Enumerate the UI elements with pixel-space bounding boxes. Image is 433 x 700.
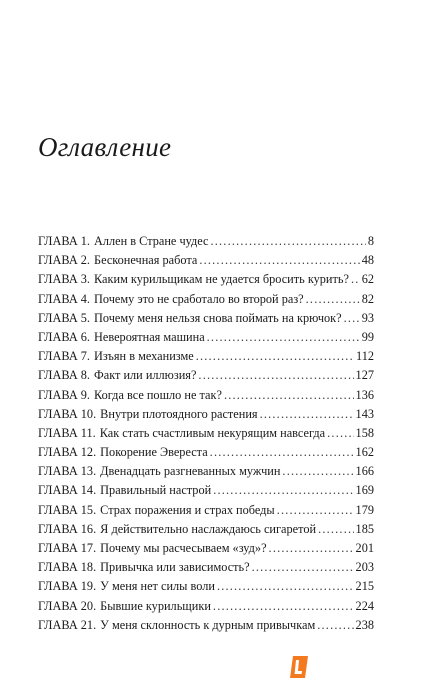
toc-chapter-number: ГЛАВА 18. xyxy=(38,560,97,575)
toc-chapter-number: ГЛАВА 7. xyxy=(38,349,91,364)
page-title: Оглавление xyxy=(38,132,172,162)
toc-dot-leader xyxy=(213,597,354,616)
toc-chapter-title: У меня склонность к дурным привычкам xyxy=(100,617,316,632)
toc-item xyxy=(38,520,374,539)
toc-chapter-title: Невероятная машина xyxy=(94,329,205,344)
toc-dot-leader xyxy=(196,347,354,366)
toc-chapter-number: ГЛАВА 9. xyxy=(38,387,91,402)
toc-chapter-title: Факт или иллюзия? xyxy=(94,368,197,383)
toc-item xyxy=(38,558,374,577)
toc-chapter-title: Я действительно наслаждаюсь сигаретой xyxy=(100,521,317,536)
toc-item xyxy=(38,424,374,443)
toc-page-number: 127 xyxy=(355,368,374,383)
toc-page-number: 82 xyxy=(361,291,374,306)
toc-item xyxy=(38,366,374,385)
toc-page-number: 238 xyxy=(355,617,374,632)
toc-chapter-title: Бесконечная работа xyxy=(94,253,198,268)
toc-item xyxy=(38,309,374,328)
toc-item xyxy=(38,251,374,270)
toc-dot-leader xyxy=(252,558,354,577)
toc-item xyxy=(38,347,374,366)
toc-chapter-title: Когда все пошло не так? xyxy=(94,387,222,402)
toc-chapter-number: ГЛАВА 19. xyxy=(38,579,97,594)
toc-dot-leader xyxy=(199,251,359,270)
toc-dot-leader xyxy=(327,424,353,443)
toc-item xyxy=(38,443,374,462)
toc-item xyxy=(38,270,374,289)
toc-item xyxy=(38,328,374,347)
litres-logo-icon xyxy=(290,656,308,678)
toc-chapter-number: ГЛАВА 14. xyxy=(38,483,97,498)
toc-chapter-number: ГЛАВА 12. xyxy=(38,445,97,460)
toc-chapter-number: ГЛАВА 2. xyxy=(38,253,91,268)
toc-chapter-number: ГЛАВА 1. xyxy=(38,234,91,248)
toc-page-number: 158 xyxy=(355,425,374,440)
toc-chapter-number: ГЛАВА 4. xyxy=(38,291,91,306)
toc-chapter-title: Покорение Эвереста xyxy=(100,445,208,460)
toc-chapter-title: Как стать счастливым некурящим навсегда xyxy=(99,425,326,440)
toc-dot-leader xyxy=(269,539,354,558)
toc-dot-leader xyxy=(318,520,353,539)
toc-chapter-title: Двенадцать разгневанных мужчин xyxy=(100,464,281,479)
toc-dot-leader xyxy=(351,270,360,289)
toc-item xyxy=(38,597,374,616)
toc-page-number: 62 xyxy=(361,272,374,287)
toc-item xyxy=(38,481,374,500)
toc-chapter-number: ГЛАВА 5. xyxy=(38,310,91,325)
toc-dot-leader xyxy=(282,462,353,481)
toc-page-number: 203 xyxy=(355,560,374,575)
toc-page-number: 166 xyxy=(355,464,374,479)
toc-chapter-title: Почему мы расчесываем «зуд»? xyxy=(100,541,267,555)
toc-item xyxy=(38,405,374,424)
toc-item xyxy=(38,501,374,520)
toc-chapter-number: ГЛАВА 16. xyxy=(38,521,97,536)
toc-page-number: 48 xyxy=(361,253,374,268)
toc-chapter-title: Страх поражения и страх победы xyxy=(100,502,275,517)
toc-chapter-number: ГЛАВА 10. xyxy=(38,406,97,421)
toc-chapter-title: Бывшие курильщики xyxy=(100,598,211,613)
toc-chapter-title: Привычка или зависимость? xyxy=(100,560,250,575)
toc-page-number: 169 xyxy=(355,483,374,498)
toc-chapter-number: ГЛАВА 6. xyxy=(38,329,91,344)
toc-chapter-title: Каким курильщикам не удается бросить курить? xyxy=(94,272,349,287)
toc-dot-leader xyxy=(217,577,354,596)
toc-page-number: 215 xyxy=(355,579,374,594)
toc-chapter-title: Почему меня нельзя снова поймать на крючок? xyxy=(94,310,342,325)
toc-dot-leader xyxy=(207,328,360,347)
toc-chapter-title: Почему это не сработало во второй раз? xyxy=(94,291,304,306)
toc-chapter-number: ГЛАВА 20. xyxy=(38,598,97,613)
toc-chapter-number: ГЛАВА 8. xyxy=(38,368,91,383)
toc-page-number: 224 xyxy=(355,598,374,613)
toc-chapter-title: Правильный настрой xyxy=(100,483,212,498)
toc-page-number: 201 xyxy=(355,541,374,555)
toc-dot-leader xyxy=(277,501,354,520)
toc-item xyxy=(38,616,374,635)
toc-page-number: 179 xyxy=(355,502,374,517)
toc-chapter-title: Аллен в Стране чудес xyxy=(94,234,209,248)
toc-dot-leader xyxy=(317,616,353,635)
toc-dot-leader xyxy=(213,481,353,500)
toc-chapter-number: ГЛАВА 13. xyxy=(38,464,97,479)
toc-item xyxy=(38,577,374,596)
toc-chapter-number: ГЛАВА 15. xyxy=(38,502,97,517)
toc-page-number: 162 xyxy=(355,445,374,460)
toc-chapter-title: Внутри плотоядного растения xyxy=(100,406,258,421)
toc-page-number: 185 xyxy=(355,521,374,536)
toc-page-number: 93 xyxy=(361,310,374,325)
toc-page-number: 8 xyxy=(367,234,374,248)
toc-item xyxy=(38,462,374,481)
toc-chapter-title: У меня нет силы воли xyxy=(100,579,215,594)
toc-item xyxy=(38,386,374,405)
toc-chapter-number: ГЛАВА 11. xyxy=(38,425,96,440)
toc-chapter-number: ГЛАВА 17. xyxy=(38,541,97,555)
toc-item xyxy=(38,539,374,558)
toc-dot-leader xyxy=(224,386,354,405)
toc-dot-leader xyxy=(260,405,354,424)
toc-page-number: 136 xyxy=(355,387,374,402)
toc-dot-leader xyxy=(306,290,360,309)
toc-dot-leader xyxy=(198,366,353,385)
toc-chapter-title: Изъян в механизме xyxy=(94,349,194,364)
toc-page-number: 112 xyxy=(356,349,374,364)
toc-item xyxy=(38,232,374,251)
toc-page-number: 143 xyxy=(355,406,374,421)
toc-page-number: 99 xyxy=(361,329,374,344)
toc-chapter-number: ГЛАВА 21. xyxy=(38,617,97,632)
toc-dot-leader xyxy=(210,443,354,462)
table-of-contents xyxy=(38,232,374,635)
toc-dot-leader xyxy=(210,232,365,251)
toc-item xyxy=(38,290,374,309)
toc-chapter-number: ГЛАВА 3. xyxy=(38,272,91,287)
toc-dot-leader xyxy=(344,309,360,328)
